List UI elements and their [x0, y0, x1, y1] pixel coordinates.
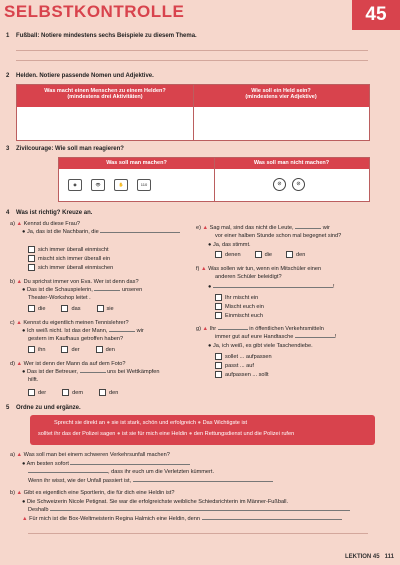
- options-row[interactable]: der dem den: [28, 389, 118, 397]
- options-row[interactable]: die das sie: [28, 305, 114, 313]
- table-header: Was macht einen Menschen zu einem Helden? (mindestens drei Aktivitäten) Wie soll ein Held sein? (mindestens vier Adjektive): [17, 85, 369, 107]
- options-row[interactable]: ihn der den: [28, 346, 115, 354]
- option[interactable]: passt ... auf: [215, 362, 254, 370]
- answer-line[interactable]: [16, 60, 368, 61]
- q4f-answer: ● !: [208, 284, 335, 290]
- q5a-answer-cont: , dass ihr euch um die Verletzten kümmert.: [28, 469, 214, 476]
- q4e-answer: ● Ja, das stimmt.: [208, 242, 251, 248]
- hands-icon: ✋: [114, 179, 128, 191]
- option[interactable]: sollet ... aufpassen: [215, 353, 272, 361]
- footer: LEKTION 45 111: [344, 554, 394, 560]
- q4a: a) ▲ Kennst du diese Frau?: [10, 221, 80, 227]
- q4c-answer-cont: gestern im Kaufhaus getroffen haben?: [28, 336, 124, 342]
- option[interactable]: sich immer überall einmischen: [28, 264, 113, 272]
- q4d-answer: ● Das ist der Betreuer, uns bei Wettkämpfen: [22, 369, 160, 375]
- page-badge: 45: [352, 0, 400, 30]
- phrase-row-1: Sprecht sie direkt an ● sie ist stark, schön und erfolgreich ● Das Wichtigste ist: [54, 420, 248, 426]
- q4e: e) ▲ Sag mal, sind das nicht die Leute, wir: [196, 225, 330, 231]
- eye-icon: 👁: [91, 179, 105, 191]
- q4e-cont: vor einer halben Stunde schon mal begegnet sind?: [215, 233, 342, 239]
- q4b-answer: ● Das ist die Schauspielerin, unseren: [22, 287, 143, 293]
- section-3-heading: 3 Zivilcourage: Wie soll man reagieren?: [6, 146, 124, 152]
- q4f-cont: anderen Schüler beleidigt?: [215, 274, 282, 280]
- q4g-cont: immer gut auf eure Handtasche !: [215, 334, 337, 340]
- q4g-answer: ● Ja, ich weiß, es gibt viele Taschendiebe.: [208, 343, 313, 349]
- answer-line[interactable]: [28, 533, 368, 534]
- q4b-answer-cont: Theater-Workshop leitet .: [28, 295, 91, 301]
- section-5-heading: 5 Ordne zu und ergänze.: [6, 405, 81, 411]
- option[interactable]: aufpassen ... sollt: [215, 371, 269, 379]
- q4d-answer-cont: hilft.: [28, 377, 39, 383]
- heroes-table: [16, 84, 370, 141]
- answer-line[interactable]: [16, 50, 368, 51]
- phrase-bank: [30, 415, 375, 445]
- section-2-heading: 2 Helden. Notiere passende Nomen und Adjektive.: [6, 73, 154, 79]
- col-should: Was soll man machen?: [106, 160, 167, 166]
- courage-table: [58, 157, 370, 202]
- phrase-row-2: solltet ihr das der Polizei sagen ● ist sie für mich eine Heldin ● den Rettungsdienst und die Polizei rufen: [38, 431, 295, 437]
- option[interactable]: Einmischt euch: [215, 312, 263, 320]
- header: [0, 0, 400, 28]
- option[interactable]: mischt sich immer überall ein: [28, 255, 110, 263]
- q4a-answer: ● Ja, das ist die Nachbarin, die: [22, 229, 180, 236]
- camera-icon: ◉: [68, 179, 82, 191]
- col-should-not: Was soll man nicht machen?: [253, 160, 330, 166]
- options-row[interactable]: denen die den: [215, 251, 305, 259]
- section-4-heading: 4 Was ist richtig? Kreuze an.: [6, 210, 93, 216]
- q5a-answer-cont2: Wenn ihr wisst, wie der Unfall passiert ist,: [28, 478, 273, 485]
- q5b: b) ▲ Gibt es eigentlich eine Sportlerin, die für dich eine Heldin ist?: [10, 490, 175, 496]
- q4f: f) ▲ Was sollen wir tun, wenn ein Mitschüler einen: [196, 266, 322, 272]
- option[interactable]: sich immer überall einmischt: [28, 246, 109, 254]
- q4g: g) ▲ Ihr in öffentlichen Verkehrsmitteln: [196, 326, 324, 332]
- page-title: SELBSTKONTROLLE: [4, 2, 185, 21]
- q5b-answer-cont: Deshalb: [28, 507, 350, 514]
- no-fighting-icon: ⊘: [273, 178, 286, 191]
- q4c: c) ▲ Kennst du eigentlich meinen Tennislehrer?: [10, 320, 129, 326]
- no-looking-away-icon: ⊘: [292, 178, 305, 191]
- option[interactable]: Mischt euch ein: [215, 303, 264, 311]
- q4d: d) ▲ Wer ist denn der Mann da auf dem Foto?: [10, 361, 126, 367]
- phone-110-icon: 110: [137, 179, 151, 191]
- q5b-followup: ▲ Für mich ist die Box-Weltmeisterin Regina Halmich eine Heldin, denn: [22, 516, 342, 523]
- q5a-answer: ● Am besten sofort: [22, 461, 190, 468]
- q5a: a) ▲ Was soll man bei einem schweren Verkehrsunfall machen?: [10, 452, 170, 458]
- q5b-answer: ● Die Schweizerin Nicole Petignat. Sie war die erfolgreichste weibliche Schiedsrichterin im Männer-Fußball.: [22, 499, 289, 505]
- q4c-answer: ● Ich weiß nicht. Ist das der Mann, wir: [22, 328, 144, 334]
- q4b: b) ▲ Du sprichst immer von Eva. Wer ist denn das?: [10, 279, 139, 285]
- section-1-heading: 1 Fußball: Notiere mindestens sechs Beispiele zu diesem Thema.: [6, 33, 197, 39]
- option[interactable]: Ihr mischt ein: [215, 294, 258, 302]
